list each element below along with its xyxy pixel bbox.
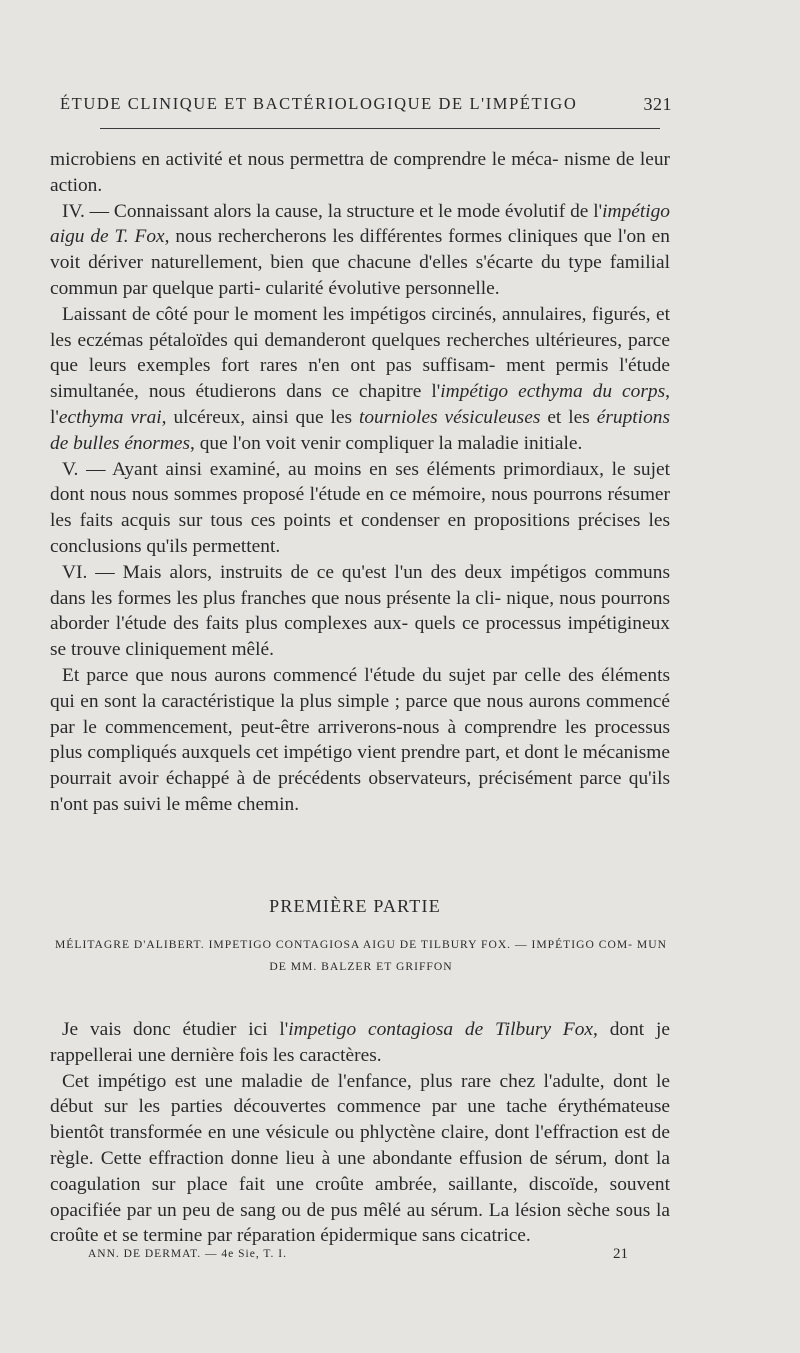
- intro-text: [50, 147, 670, 818]
- part-subtitle: MÉLITAGRE D'ALIBERT. IMPETIGO CONTAGIOSA AIGU DE TILBURY FOX. — IMPÉTIGO COM- MUN DE MM. BALZER ET GRIFFON: [54, 938, 667, 973]
- part-title: PREMIÈRE PARTIE: [269, 896, 441, 916]
- paragraph: VI. — Mais alors, instruits de ce qu'est l'un des deux impétigos communs dans les formes les plus franches que nous présente la cli- nique, nous pourrons aborder l'étude des faits plus complexes aux- quels ce processus impétigineux se trouve cliniquement mêlé.: [50, 561, 670, 661]
- section-text: [50, 1017, 670, 1249]
- paragraph: Cet impétigo est une maladie de l'enfance, plus rare chez l'adulte, dont le début sur les parties découvertes commence par une tache érythémateuse bientôt transformée en une vésicule ou phlyctène claire, dont l'effraction est de règle. Cette effraction donne lieu à une abondante effusion de sérum, dont la coagulation sur place fait une croûte ambrée, saillante, discoïde, souvent opacifiée par un peu de sang ou de pus mêlé au sérum. La lésion sèche sous la croûte et se termine par réparation épidermique sans cicatrice.: [50, 1070, 670, 1247]
- paragraph: microbiens en activité et nous permettra de comprendre le méca- nisme de leur action.: [50, 149, 670, 196]
- paragraph: IV. — Connaissant alors la cause, la structure et le mode évolutif de l'impétigo aigu de T. Fox, nous rechercherons les différentes formes cliniques que l'on en voit dériver naturellement, bien que chacune d'elles s'écarte du type familial commun par quelque parti- cularité évolutive personnelle.: [50, 200, 670, 299]
- header-rule: [100, 128, 660, 129]
- paragraph: V. — Ayant ainsi examiné, au moins en ses éléments primordiaux, le sujet dont nous nous sommes proposé l'étude en ce mémoire, nous pourrons résumer les faits acquis sur tous ces points et condenser en propositions précises les conclusions qu'ils permettent.: [50, 458, 670, 557]
- paragraph: Laissant de côté pour le moment les impétigos circinés, annulaires, figurés, et les eczémas pétaloïdes qui demanderont quelques recherches ultérieures, parce que leurs exemples fort rares n'en ont pas suffisam- ment permis l'étude simultanée, nous étudierons dans ce chapitre l'impétigo ecthyma du corps, l'ecthyma vrai, ulcéreux, ainsi que les tournioles vésiculeuses et les éruptions de bulles énormes, que l'on voit venir compliquer la maladie initiale.: [50, 303, 671, 454]
- paragraph: Je vais donc étudier ici l'impetigo contagiosa de Tilbury Fox, dont je rappellerai une dernière fois les caractères.: [50, 1019, 670, 1066]
- paragraph: Et parce que nous aurons commencé l'étude du sujet par celle des éléments qui en sont la caractéristique la plus simple ; parce que nous aurons commencé par le commencement, peut-être arriverons-nous à comprendre les processus plus compliqués auxquels cet impétigo vient prendre part, et dont le mécanisme pourrait avoir échappé à de précédents observateurs, précisément parce qu'ils n'ont pas suivi le même chemin.: [50, 664, 670, 815]
- journal-citation: ANN. DE DERMAT. — 4e Sie, T. I.: [88, 1248, 288, 1260]
- page-number: 321: [643, 94, 672, 114]
- running-title: ÉTUDE CLINIQUE ET BACTÉRIOLOGIQUE DE L'IMPÉTIGO: [60, 94, 578, 113]
- signature-mark: 21: [613, 1246, 628, 1262]
